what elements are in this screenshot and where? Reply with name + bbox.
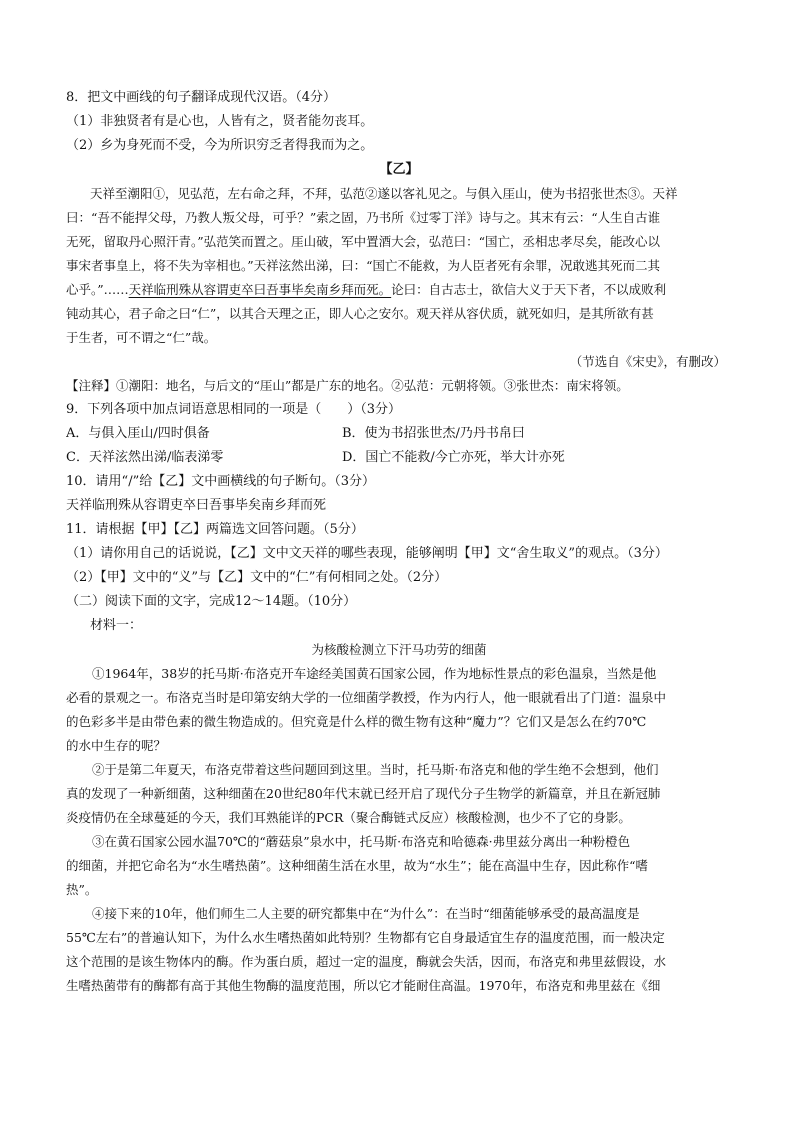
q9-options-row	[66, 422, 732, 446]
underlined-sentence: 天祥临刑殊从容谓吏卒曰吾事毕矣南乡拜而死。	[128, 282, 392, 297]
q11-sub-2: （2）【甲】文中的“义”与【乙】文中的“仁”有何相同之处。（2分）	[66, 570, 448, 585]
q9-option-d: D．国亡不能救/今亡亦死，举大计亦死	[342, 450, 565, 465]
q9-option-a: A．与俱入厓山/四时俱备	[66, 426, 210, 441]
article-line: 的细菌，并把它命名为“水生嗜热菌”。这种细菌生活在水里，故为“水生”；能在高温中生存，因此称作“嗜	[66, 858, 648, 873]
passage-b-line: 曰：“吾不能捍父母，乃教人叛父母，可乎？”索之固，乃书所《过零丁洋》诗与之。其末有云：“人生自古谁	[66, 210, 661, 225]
article-line: 这个范围的是该生物体内的酶。作为蛋白质，超过一定的温度，酶就会失活，因而，布洛克和弗里兹假设，水	[66, 954, 667, 969]
q10-sentence: 天祥临刑殊从容谓吏卒曰吾事毕矣南乡拜而死	[66, 498, 327, 513]
passage-b-line-underlined	[66, 278, 732, 302]
article-line: 55℃左右”的普遍认知下，为什么水生嗜热菌如此特别？生物都有它自身最适宜生存的温度范围，而一般决定	[66, 930, 665, 945]
passage-b-line: 于生者，可不谓之“仁”哉。	[66, 330, 217, 345]
q9-stem: 9．下列各项中加点词语意思相同的一项是（ ）（3分）	[66, 402, 402, 417]
passage-b-line: 无死，留取丹心照汗青。”弘范笑而置之。厓山破，军中置酒大会，弘范曰：“国亡，丞相忠孝尽矣，能改心以	[66, 234, 661, 249]
q10-stem: 10．请用“/”给【乙】文中画横线的句子断句。（3分）	[66, 474, 375, 489]
exam-page	[66, 86, 732, 998]
q9-options-row	[66, 446, 732, 470]
article-line: 生嗜热菌带有的酶都有高于其他生物酶的温度范围，所以它才能耐住高温。1970年，布洛克和弗里兹在《细	[66, 978, 661, 993]
article-line: ②于是第二年夏天，布洛克带着这些问题回到这里。当时，托马斯·布洛克和他的学生绝不会想到，他们	[92, 762, 659, 777]
article-title: 为核酸检测立下汗马功劳的细菌	[311, 642, 487, 657]
q9-option-c: C．天祥泫然出涕/临表涕零	[66, 450, 224, 465]
q11-sub-1: （1）请你用自己的话说说，【乙】文中文天祥的哪些表现，能够阐明【甲】文“舍生取义”的观点。（3分）	[66, 546, 668, 561]
passage-b-line: 天祥至潮阳①，见弘范，左右命之拜，不拜，弘范②遂以客礼见之。与俱入厓山，使为书招张世杰③。天祥	[90, 186, 678, 201]
article-line: ③在黄石国家公园水温70℃的“蘑菇泉”泉水中，托马斯·布洛克和哈德森·弗里兹分离出一种粉橙色	[92, 834, 631, 849]
passage-b-line: 事宋者事皇上，将不失为宰相也。”天祥泫然出涕，曰：“国亡不能救，为人臣者死有余罪，况敢逃其死而二其	[66, 258, 661, 273]
passage-b-line: 钝动其心，君子命之曰“仁”，以其合天理之正，即人心之安尔。观天祥从容伏质，就死如归，是其所欲有甚	[66, 306, 654, 321]
q11-stem: 11．请根据【甲】【乙】两篇选文回答问题。（5分）	[66, 522, 364, 537]
q8-stem: 8．把文中画线的句子翻译成现代汉语。（4分）	[66, 90, 337, 105]
article-line: 热”。	[66, 882, 98, 897]
passage-b-source: （节选自《宋史》，有删改）	[569, 354, 726, 369]
passage-b-heading: 【乙】	[379, 162, 419, 177]
article-line: 必看的景观之一。布洛克当时是印第安纳大学的一位细菌学教授，作为内行人，他一眼就看出了门道：温泉中	[66, 690, 667, 705]
article-line: 真的发现了一种新细菌，这种细菌在20世纪80年代末就已经开启了现代分子生物学的新篇章，并且在新冠肺	[66, 786, 661, 801]
part2-heading: （二）阅读下面的文字，完成12～14题。（10分）	[66, 594, 357, 609]
passage-b-text: 心乎。”……	[66, 282, 129, 297]
article-line: ④接下来的10年，他们师生二人主要的研究都集中在“为什么”：在当时“细菌能够承受的最高温度是	[92, 906, 640, 921]
article-line: 炎疫情仍在全球蔓延的今天，我们耳熟能详的PCR（聚合酶链式反应）核酸检测，也少不了它的身影。	[66, 810, 631, 825]
article-line: ①1964年，38岁的托马斯·布洛克开车途经美国黄石国家公园，作为地标性景点的彩色温泉，当然是他	[92, 666, 657, 681]
q8-sentence-2: （2）乡为身死而不受，今为所识穷乏者得我而为之。	[66, 138, 374, 153]
q9-option-b: B．使为书招张世杰/乃丹书帛曰	[342, 426, 525, 441]
passage-b-note: 【注释】①潮阳：地名，与后文的“厓山”都是广东的地名。②弘范：元朝将领。③张世杰：南宋将领。	[66, 378, 629, 393]
material-label: 材料一：	[90, 618, 143, 633]
article-line: 的色彩多半是由带色素的微生物造成的。但究竟是什么样的微生物有这种“魔力”？它们又是怎么在约70℃	[66, 714, 647, 729]
passage-b-text: 论曰：自古志士，欲信大义于天下者，不以成败利	[391, 282, 667, 297]
article-line: 的水中生存的呢？	[66, 738, 167, 753]
q8-sentence-1: （1）非独贤者有是心也，人皆有之，贤者能勿丧耳。	[66, 114, 374, 129]
